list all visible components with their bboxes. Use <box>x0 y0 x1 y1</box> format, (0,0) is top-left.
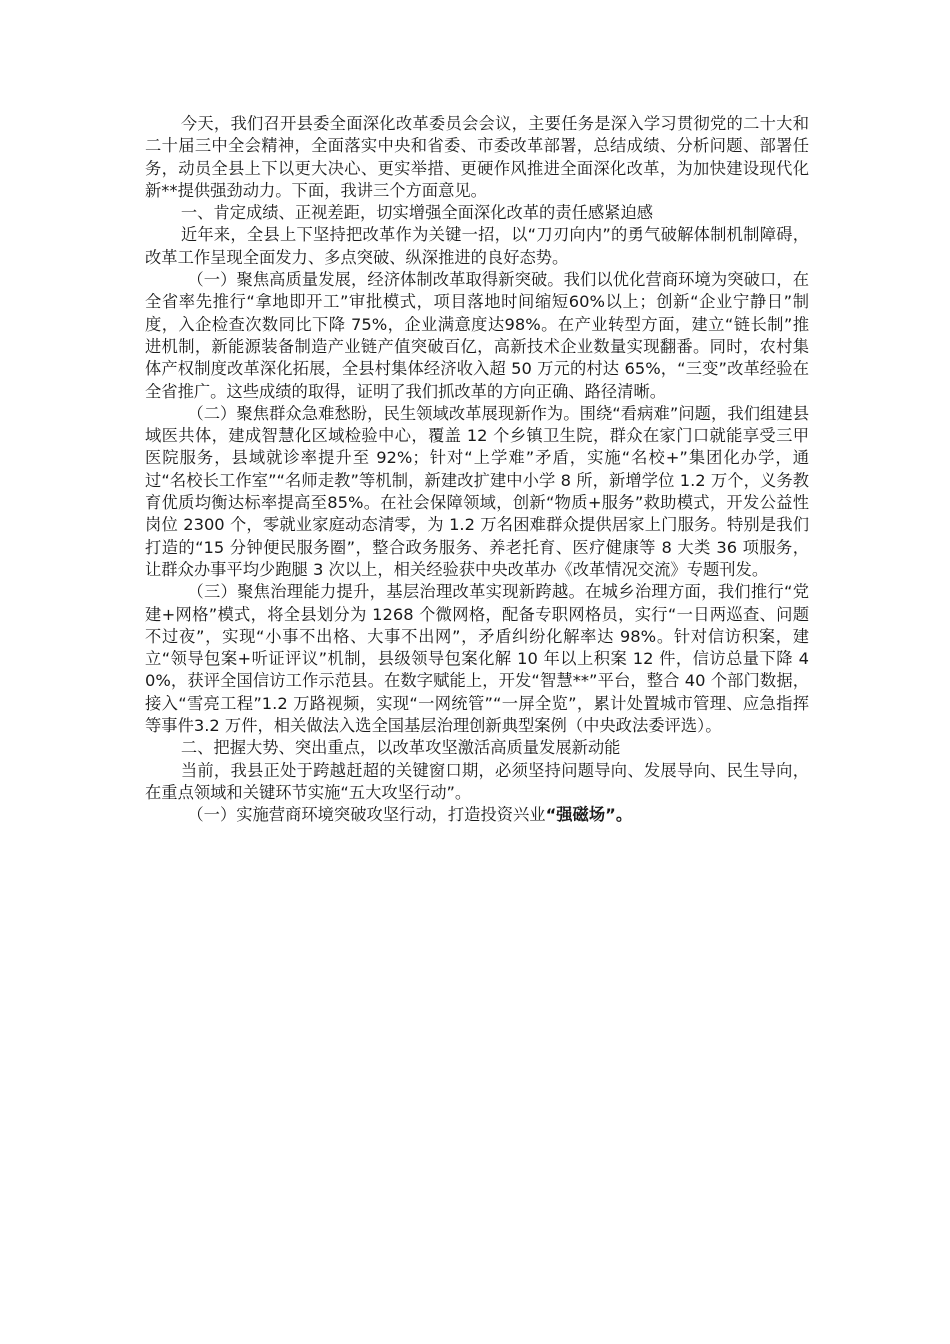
paragraph-intro: 今天，我们召开县委全面深化改革委员会会议，主要任务是深入学习贯彻党的二十大和二十届三中全会精神，全面落实中央和省委、市委改革部署，总结成绩、分析问题、部署任务，动员全县上下以更大决心、更实举措、更硬作风推进全面深化改革，为加快建设现代化新**提供强劲动力。下面，我讲三个方面意见。 <box>145 114 809 200</box>
heading-section-1: 一、肯定成绩、正视差距，切实增强全面深化改革的责任感紧迫感 <box>180 203 654 223</box>
paragraph-section-2-intro: 当前，我县正处于跨越赶超的关键窗口期，必须坚持问题导向、发展导向、民生导向，在重点领域和关键环节实施“五大攻坚行动”。 <box>145 760 809 802</box>
paragraph-section-1-intro: 近年来，全县上下坚持把改革作为关键一招，以“刀刃向内”的勇气破解体制机制障碍，改革工作呈现全面发力、多点突破、纵深推进的良好态势。 <box>145 225 809 267</box>
paragraph-section-1-item-1: （一）聚焦高质量发展，经济体制改革取得新突破。我们以优化营商环境为突破口，在全省率先推行“拿地即开工”审批模式，项目落地时间缩短60%以上；创新“企业宁静日”制度，入企检查次数同比下降 75%，企业满意度达98%。在产业转型方面，建立“链长制”推进机制，新能源装备制造产业链产值突破百亿，高新技术企业数量实现翻番。同时，农村集体产权制度改革深化拓展，全县村集体经济收入超 50 万元的村达 65%，“三变”改革经验在全省推广。这些成绩的取得，证明了我们抓改革的方向正确、路径清晰。 <box>145 270 809 401</box>
heading-section-2: 二、把握大势、突出重点，以改革攻坚激活高质量发展新动能 <box>180 738 621 758</box>
paragraph-section-1-item-2: （二）聚焦群众急难愁盼，民生领域改革展现新作为。围绕“看病难”问题，我们组建县域医共体，建成智慧化区域检验中心，覆盖 12 个乡镇卫生院，群众在家门口就能享受三甲医院服务，县域就诊率提升至 92%；针对“上学难”矛盾，实施“名校+”集团化办学，通过“名校长工作室”“名师走教”等机制，新建改扩建中小学 8 所，新增学位 1.2 万个，义务教育优质均衡达标率提高至85%。在社会保障领域，创新“物质+服务”救助模式，开发公益性岗位 2300 个，零就业家庭动态清零，为 1.2 万名困难群众提供居家上门服务。特别是我们打造的“15 分钟便民服务圈”，整合政务服务、养老托育、医疗健康等 8 大类 36 项服务，让群众办事平均少跑腿 3 次以上，相关经验获中央改革办《改革情况交流》专题刊发。 <box>145 403 809 579</box>
document-body <box>145 113 809 827</box>
paragraph-section-1-item-3: （三）聚焦治理能力提升，基层治理改革实现新跨越。在城乡治理方面，我们推行“党建+网格”模式，将全县划分为 1268 个微网格，配备专职网格员，实行“一日两巡查、问题不过夜”，实现“小事不出格、大事不出网”，矛盾纠纷化解率达 98%。针对信访积案，建立“领导包案+听证评议”机制，县级领导包案化解 10 年以上积案 12 件，信访总量下降 40%，获评全国信访工作示范县。在数字赋能上，开发“智慧**”平台，整合 40 个部门数据，接入“雪亮工程”1.2 万路视频，实现“一网统管”“一屏全览”，累计处置城市管理、应急指挥等事件3.2 万件，相关做法入选全国基层治理创新典型案例（中央政法委评选）。 <box>145 582 809 736</box>
paragraph-section-2-item-1-text: （一）实施营商环境突破攻坚行动，打造投资兴业 <box>187 805 546 825</box>
paragraph-section-2-item-1-bold-tail: “强磁场”。 <box>545 805 633 825</box>
paragraph-section-2-item-1 <box>145 804 809 826</box>
